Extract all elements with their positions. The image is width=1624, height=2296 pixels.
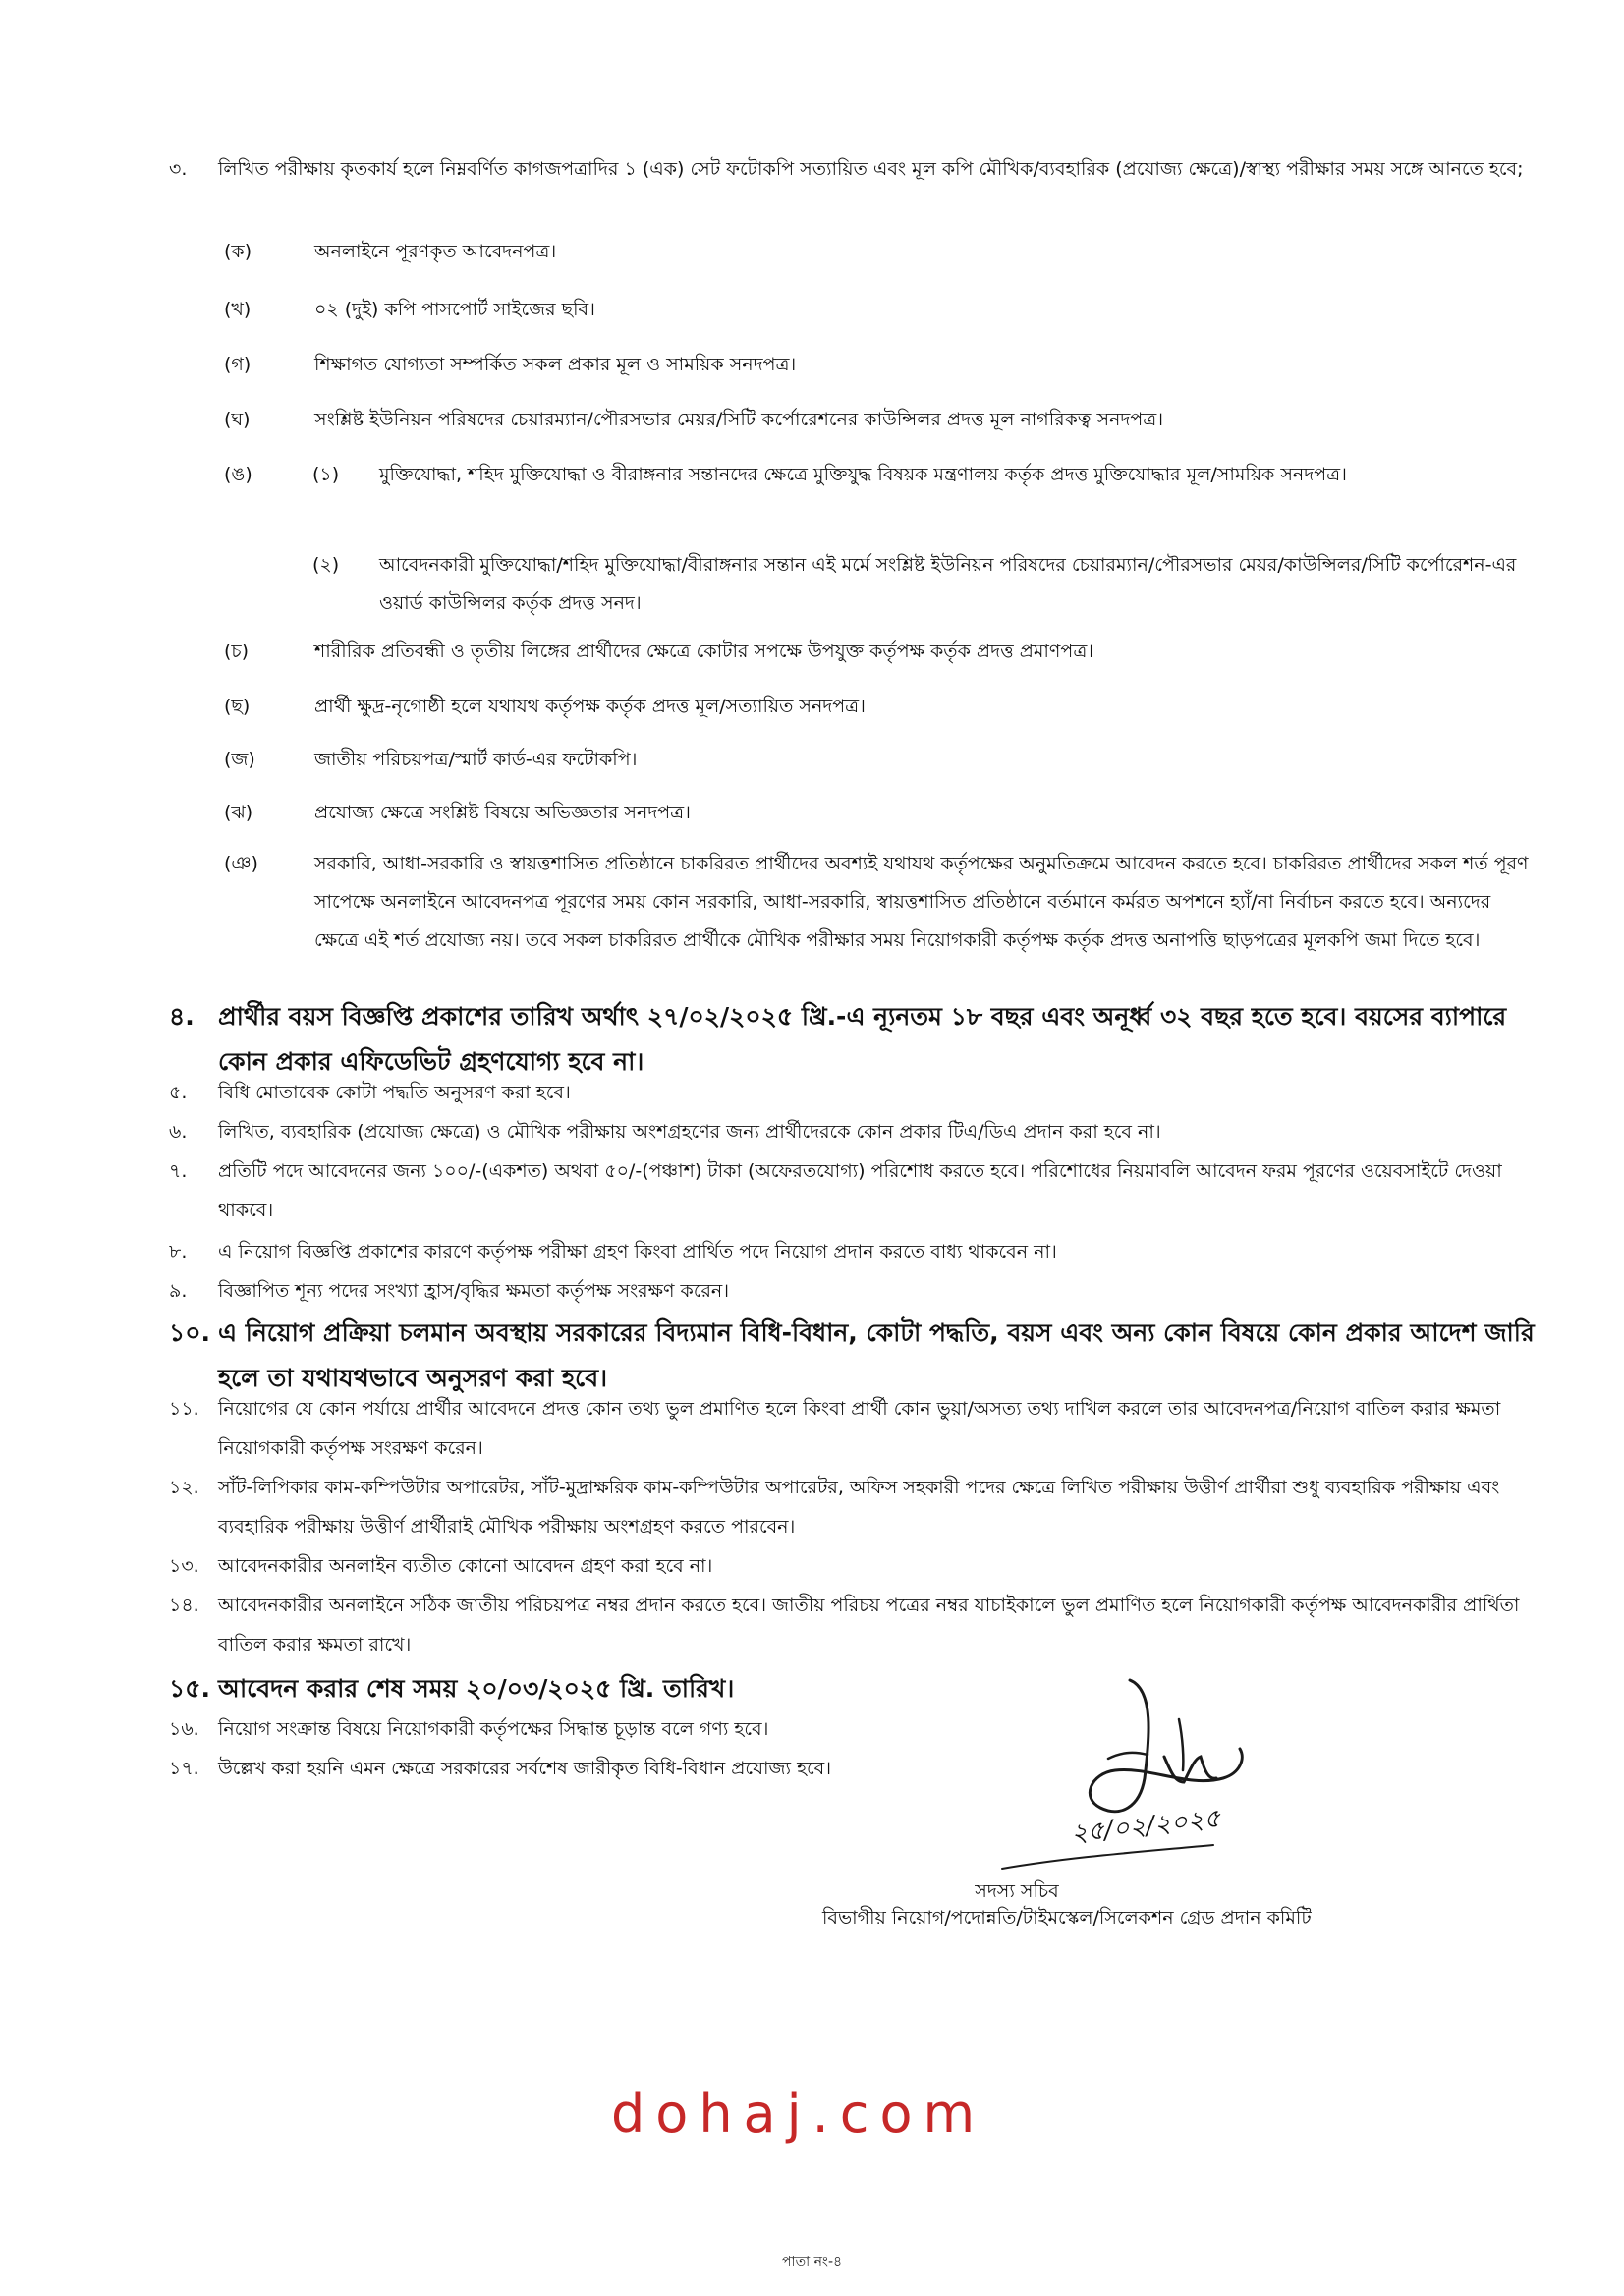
item-number: ১৬. (169, 1718, 199, 1740)
item-text: লিখিত পরীক্ষায় কৃতকার্য হলে নিম্নবর্ণিত কাগজপত্রাদির ১ (এক) সেট ফটোকপি সত্যায়িত এবং মূল কপি মৌখিক/ব্যবহারিক (প্রযোজ্য ক্ষেত্রে)/স্বাস্থ্য পরীক্ষার সময় সঙ্গে আনতে হবে; (218, 158, 1524, 180)
subitem-text: প্রার্থী ক্ষুদ্র-নৃগোষ্ঠী হলে যথাযথ কর্তৃপক্ষ কর্তৃক প্রদত্ত মূল/সত্যায়িত সনদপত্র। (314, 696, 866, 717)
item-text: নিয়োগের যে কোন পর্যায়ে প্রার্থীর আবেদনে প্রদত্ত কোন তথ্য ভুল প্রমাণিত হলে কিংবা প্রার্থী কোন ভুয়া/অসত্য তথ্য দাখিল করলে তার আবেদনপত্র/নিয়োগ বাতিল করার ক্ষমতা নিয়োগকারী কর্তৃপক্ষ সংরক্ষণ করেন। (218, 1398, 1501, 1459)
subitem-text: শিক্ষাগত যোগ্যতা সম্পর্কিত সকল প্রকার মূল ও সাময়িক সনদপত্র। (314, 354, 797, 375)
item-text: সাঁট-লিপিকার কাম-কম্পিউটার অপারেটর, সাঁট-মুদ্রাক্ষরিক কাম-কম্পিউটার অপারেটর, অফিস সহকারী পদের ক্ষেত্রে লিখিত পরীক্ষায় উত্তীর্ণ প্রার্থীরা শুধু ব্যবহারিক পরীক্ষায় এবং ব্যবহারিক পরীক্ষায় উত্তীর্ণ প্রার্থীরাই মৌখিক পরীক্ষায় অংশগ্রহণ করতে পারবেন। (218, 1477, 1500, 1538)
subitem-mark: (ঘ) (224, 409, 251, 430)
subitem-text: অনলাইনে পূরণকৃত আবেদনপত্র। (314, 241, 557, 262)
item-text: এ নিয়োগ প্রক্রিয়া চলমান অবস্থায় সরকারের বিদ্যমান বিধি-বিধান, কোটা পদ্ধতি, বয়স এবং অন্য কোন বিষয়ে কোন প্রকার আদেশ জারি হলে তা যথাযথভাবে অনুসরণ করা হবে। (218, 1318, 1535, 1392)
item-text: প্রার্থীর বয়স বিজ্ঞপ্তি প্রকাশের তারিখ অর্থাৎ ২৭/০২/২০২৫ খ্রি.-এ ন্যূনতম ১৮ বছর এবং অনূর্ধ্ব ৩২ বছর হতে হবে। বয়সের ব্যাপারে কোন প্রকার এফিডেভিট গ্রহণযোগ্য হবে না। (218, 1002, 1507, 1076)
subitem-mark: (জ) (224, 749, 255, 770)
item-number: ১৩. (169, 1555, 199, 1577)
subitem-mark: (ছ) (224, 696, 251, 717)
watermark: dohaj.com (611, 2083, 986, 2145)
item-number: ৩. (169, 158, 188, 180)
subitem-text: সরকারি, আধা-সরকারি ও স্বায়ত্তশাসিত প্রতিষ্ঠানে চাকরিরত প্রার্থীদের অবশ্যই যথাযথ কর্তৃপক্ষের অনুমতিক্রমে আবেদন করতে হবে। চাকরিরত প্রার্থীদের সকল শর্ত পূরণ সাপেক্ষে অনলাইনে আবেদনপত্র পূরণের সময় কোন সরকারি, আধা-সরকারি, স্বায়ত্তশাসিত প্রতিষ্ঠানে বর্তমানে কর্মরত অপশনে হ্যাঁ/না নির্বাচন করতে হবে। অন্যদের ক্ষেত্রে এই শর্ত প্রযোজ্য নয়। তবে সকল চাকরিরত প্রার্থীকে মৌখিক পরীক্ষার সময় নিয়োগকারী কর্তৃপক্ষ কর্তৃক প্রদত্ত অনাপত্তি ছাড়পত্রের মূলকপি জমা দিতে হবে। (314, 853, 1529, 951)
item-number: ১০. (169, 1318, 210, 1347)
page-number: পাতা নং-৪ (782, 2254, 843, 2269)
subitem-mark: (খ) (224, 299, 252, 320)
subitem-mark: (চ) (224, 641, 250, 662)
signatory-title: সদস্য সচিব (975, 1880, 1059, 1902)
item-number: ৯. (169, 1280, 188, 1302)
item-number: ১২. (169, 1477, 199, 1498)
subitem-mark: (গ) (224, 354, 252, 375)
item-text: আবেদন করার শেষ সময় ২০/০৩/২০২৫ খ্রি. তারিখ। (218, 1674, 735, 1703)
subitem-text: জাতীয় পরিচয়পত্র/স্মার্ট কার্ড-এর ফটোকপি। (314, 749, 638, 770)
signature-block (825, 1660, 1513, 1916)
subsubitem-text: আবেদনকারী মুক্তিযোদ্ধা/শহিদ মুক্তিযোদ্ধা/বীরাঙ্গনার সন্তান এই মর্মে সংশ্লিষ্ট ইউনিয়ন পরিষদের চেয়ারম্যান/পৌরসভার মেয়র/কাউন্সিলর/সিটি কর্পোরেশন-এর ওয়ার্ড কাউন্সিলর কর্তৃক প্রদত্ত সনদ। (379, 554, 1517, 614)
subitem-text: প্রযোজ্য ক্ষেত্রে সংশ্লিষ্ট বিষয়ে অভিজ্ঞতার সনদপত্র। (314, 802, 691, 823)
item-number: ৭. (169, 1160, 188, 1182)
item-number: ৫. (169, 1082, 188, 1103)
item-number: ১৭. (169, 1758, 199, 1779)
subitem-mark: (ঞ) (224, 853, 258, 874)
subitem-mark: (ঝ) (224, 802, 253, 823)
subitem-mark: (ঙ) (224, 464, 252, 485)
item-text: এ নিয়োগ বিজ্ঞপ্তি প্রকাশের কারণে কর্তৃপক্ষ পরীক্ষা গ্রহণ কিংবা প্রার্থিত পদে নিয়োগ প্রদান করতে বাধ্য থাকবেন না। (218, 1241, 1057, 1262)
subitem-text: ০২ (দুই) কপি পাসপোর্ট সাইজের ছবি। (314, 299, 595, 320)
item-text: বিধি মোতাবেক কোটা পদ্ধতি অনুসরণ করা হবে। (218, 1082, 571, 1103)
subitem-text: সংশ্লিষ্ট ইউনিয়ন পরিষদের চেয়ারম্যান/পৌরসভার মেয়র/সিটি কর্পোরেশনের কাউন্সিলর প্রদত্ত মূল নাগরিকত্ব সনদপত্র। (314, 409, 1164, 430)
subsubitem-mark: (১) (312, 464, 340, 485)
item-text: উল্লেখ করা হয়নি এমন ক্ষেত্রে সরকারের সর্বশেষ জারীকৃত বিধি-বিধান প্রযোজ্য হবে। (218, 1758, 832, 1779)
item-text: প্রতিটি পদে আবেদনের জন্য ১০০/-(একশত) অথবা ৫০/-(পঞ্চাশ) টাকা (অফেরতযোগ্য) পরিশোধ করতে হবে। পরিশোধের নিয়মাবলি আবেদন ফরম পূরণের ওয়েবসাইটে দেওয়া থাকবে। (218, 1160, 1502, 1221)
signature-date: ২৫/০২/২০২৫ (1069, 1804, 1222, 1849)
item-number: ৬. (169, 1121, 188, 1143)
committee-name: বিভাগীয় নিয়োগ/পদোন্নতি/টাইমস্কেল/সিলেকশন গ্রেড প্রদান কমিটি (822, 1907, 1312, 1929)
item-text: আবেদনকারীর অনলাইনে সঠিক জাতীয় পরিচয়পত্র নম্বর প্রদান করতে হবে। জাতীয় পরিচয় পত্রের নম্বর যাচাইকালে ভুল প্রমাণিত হলে নিয়োগকারী কর্তৃপক্ষ আবেদনকারীর প্রার্থিতা বাতিল করার ক্ষমতা রাখে। (218, 1595, 1520, 1655)
item-number: ১৫. (169, 1674, 210, 1703)
item-text: নিয়োগ সংক্রান্ত বিষয়ে নিয়োগকারী কর্তৃপক্ষের সিদ্ধান্ত চূড়ান্ত বলে গণ্য হবে। (218, 1718, 769, 1740)
subsubitem-mark: (২) (312, 554, 340, 576)
item-number: ১৪. (169, 1595, 199, 1616)
handwritten-signature (982, 1660, 1307, 1886)
item-number: ৮. (169, 1241, 188, 1262)
subitem-mark: (ক) (224, 241, 252, 262)
subsubitem-text: মুক্তিযোদ্ধা, শহিদ মুক্তিযোদ্ধা ও বীরাঙ্গনার সন্তানদের ক্ষেত্রে মুক্তিযুদ্ধ বিষয়ক মন্ত্রণালয় কর্তৃক প্রদত্ত মুক্তিযোদ্ধার মূল/সাময়িক সনদপত্র। (379, 464, 1347, 485)
item-number: ৪. (169, 1002, 195, 1031)
subitem-text: শারীরিক প্রতিবন্ধী ও তৃতীয় লিঙ্গের প্রার্থীদের ক্ষেত্রে কোটার সপক্ষে উপযুক্ত কর্তৃপক্ষ কর্তৃক প্রদত্ত প্রমাণপত্র। (314, 641, 1094, 662)
item-number: ১১. (169, 1398, 199, 1420)
item-text: বিজ্ঞাপিত শূন্য পদের সংখ্যা হ্রাস/বৃদ্ধির ক্ষমতা কর্তৃপক্ষ সংরক্ষণ করেন। (218, 1280, 730, 1302)
item-text: লিখিত, ব্যবহারিক (প্রযোজ্য ক্ষেত্রে) ও মৌখিক পরীক্ষায় অংশগ্রহণের জন্য প্রার্থীদেরকে কোন প্রকার টিএ/ডিএ প্রদান করা হবে না। (218, 1121, 1161, 1143)
item-text: আবেদনকারীর অনলাইন ব্যতীত কোনো আবেদন গ্রহণ করা হবে না। (218, 1555, 713, 1577)
